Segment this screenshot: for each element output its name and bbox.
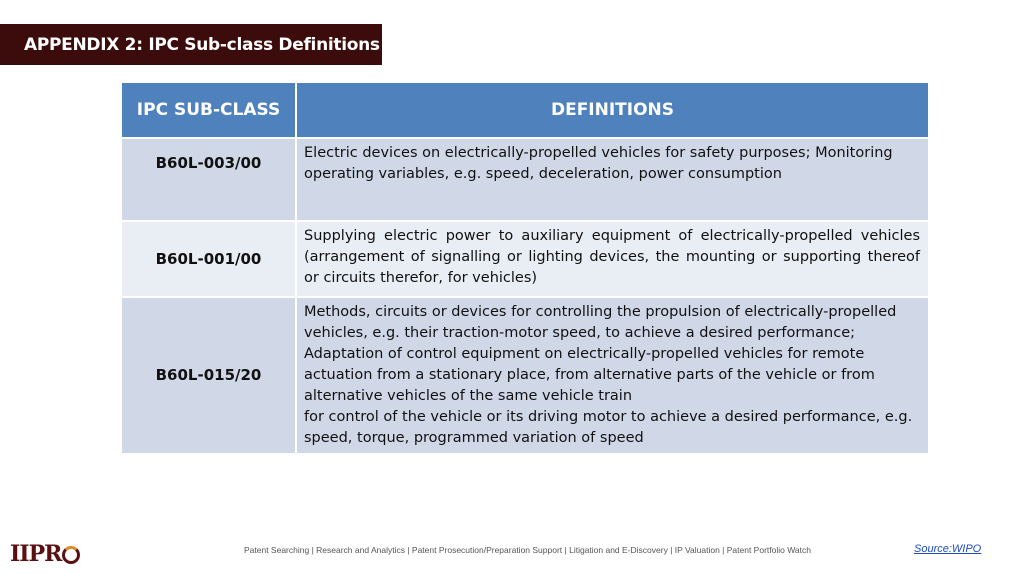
definition-line: Supplying electric power to auxiliary equipment of electrically-propelled vehicles (arrangement of signalling or lighting devices, the mounting or supporting thereof or circuits therefor, for vehicles) bbox=[304, 228, 920, 286]
footer-services: Patent Searching | Research and Analytics | Patent Prosecution/Preparation Support | Litigation and E-Discovery | IP Valuation | Patent Portfolio Watch bbox=[244, 545, 812, 555]
column-header-definitions: DEFINITIONS bbox=[296, 83, 928, 138]
definition-line: Electric devices on electrically-propelled vehicles for safety purposes; Monitoring operating variables, e.g. speed, deceleration, power consumption bbox=[304, 145, 893, 182]
source-link[interactable]: Source:WIPO bbox=[914, 543, 982, 555]
ipc-definitions-table bbox=[122, 83, 928, 453]
column-header-subclass: IPC SUB-CLASS bbox=[122, 83, 296, 138]
table-row bbox=[122, 297, 928, 453]
table-row bbox=[122, 221, 928, 297]
subclass-code: B60L-015/20 bbox=[122, 297, 296, 453]
definition-text bbox=[296, 221, 928, 297]
subclass-code: B60L-003/00 bbox=[122, 138, 296, 221]
definition-line: Methods, circuits or devices for controlling the propulsion of electrically-propelled vehicles, e.g. their traction-motor speed, to achieve a desired performance; Adaptation of control equipment on electrically-propelled vehicles for remote actuation from a stationary place, from alternative parts of the vehicle or from alternative vehicles of the same vehicle train bbox=[304, 304, 897, 404]
page-title: APPENDIX 2: IPC Sub-class Definitions bbox=[0, 24, 382, 65]
table-row bbox=[122, 138, 928, 221]
iipr-logo bbox=[10, 540, 80, 568]
logo-circle-icon bbox=[62, 546, 80, 564]
logo-text: IIPR bbox=[10, 541, 62, 567]
definition-text bbox=[296, 297, 928, 453]
definition-line: for control of the vehicle or its driving motor to achieve a desired performance, e.g. speed, torque, programmed variation of speed bbox=[304, 409, 913, 446]
definition-text bbox=[296, 138, 928, 221]
table-header-row bbox=[122, 83, 928, 138]
subclass-code: B60L-001/00 bbox=[122, 221, 296, 297]
